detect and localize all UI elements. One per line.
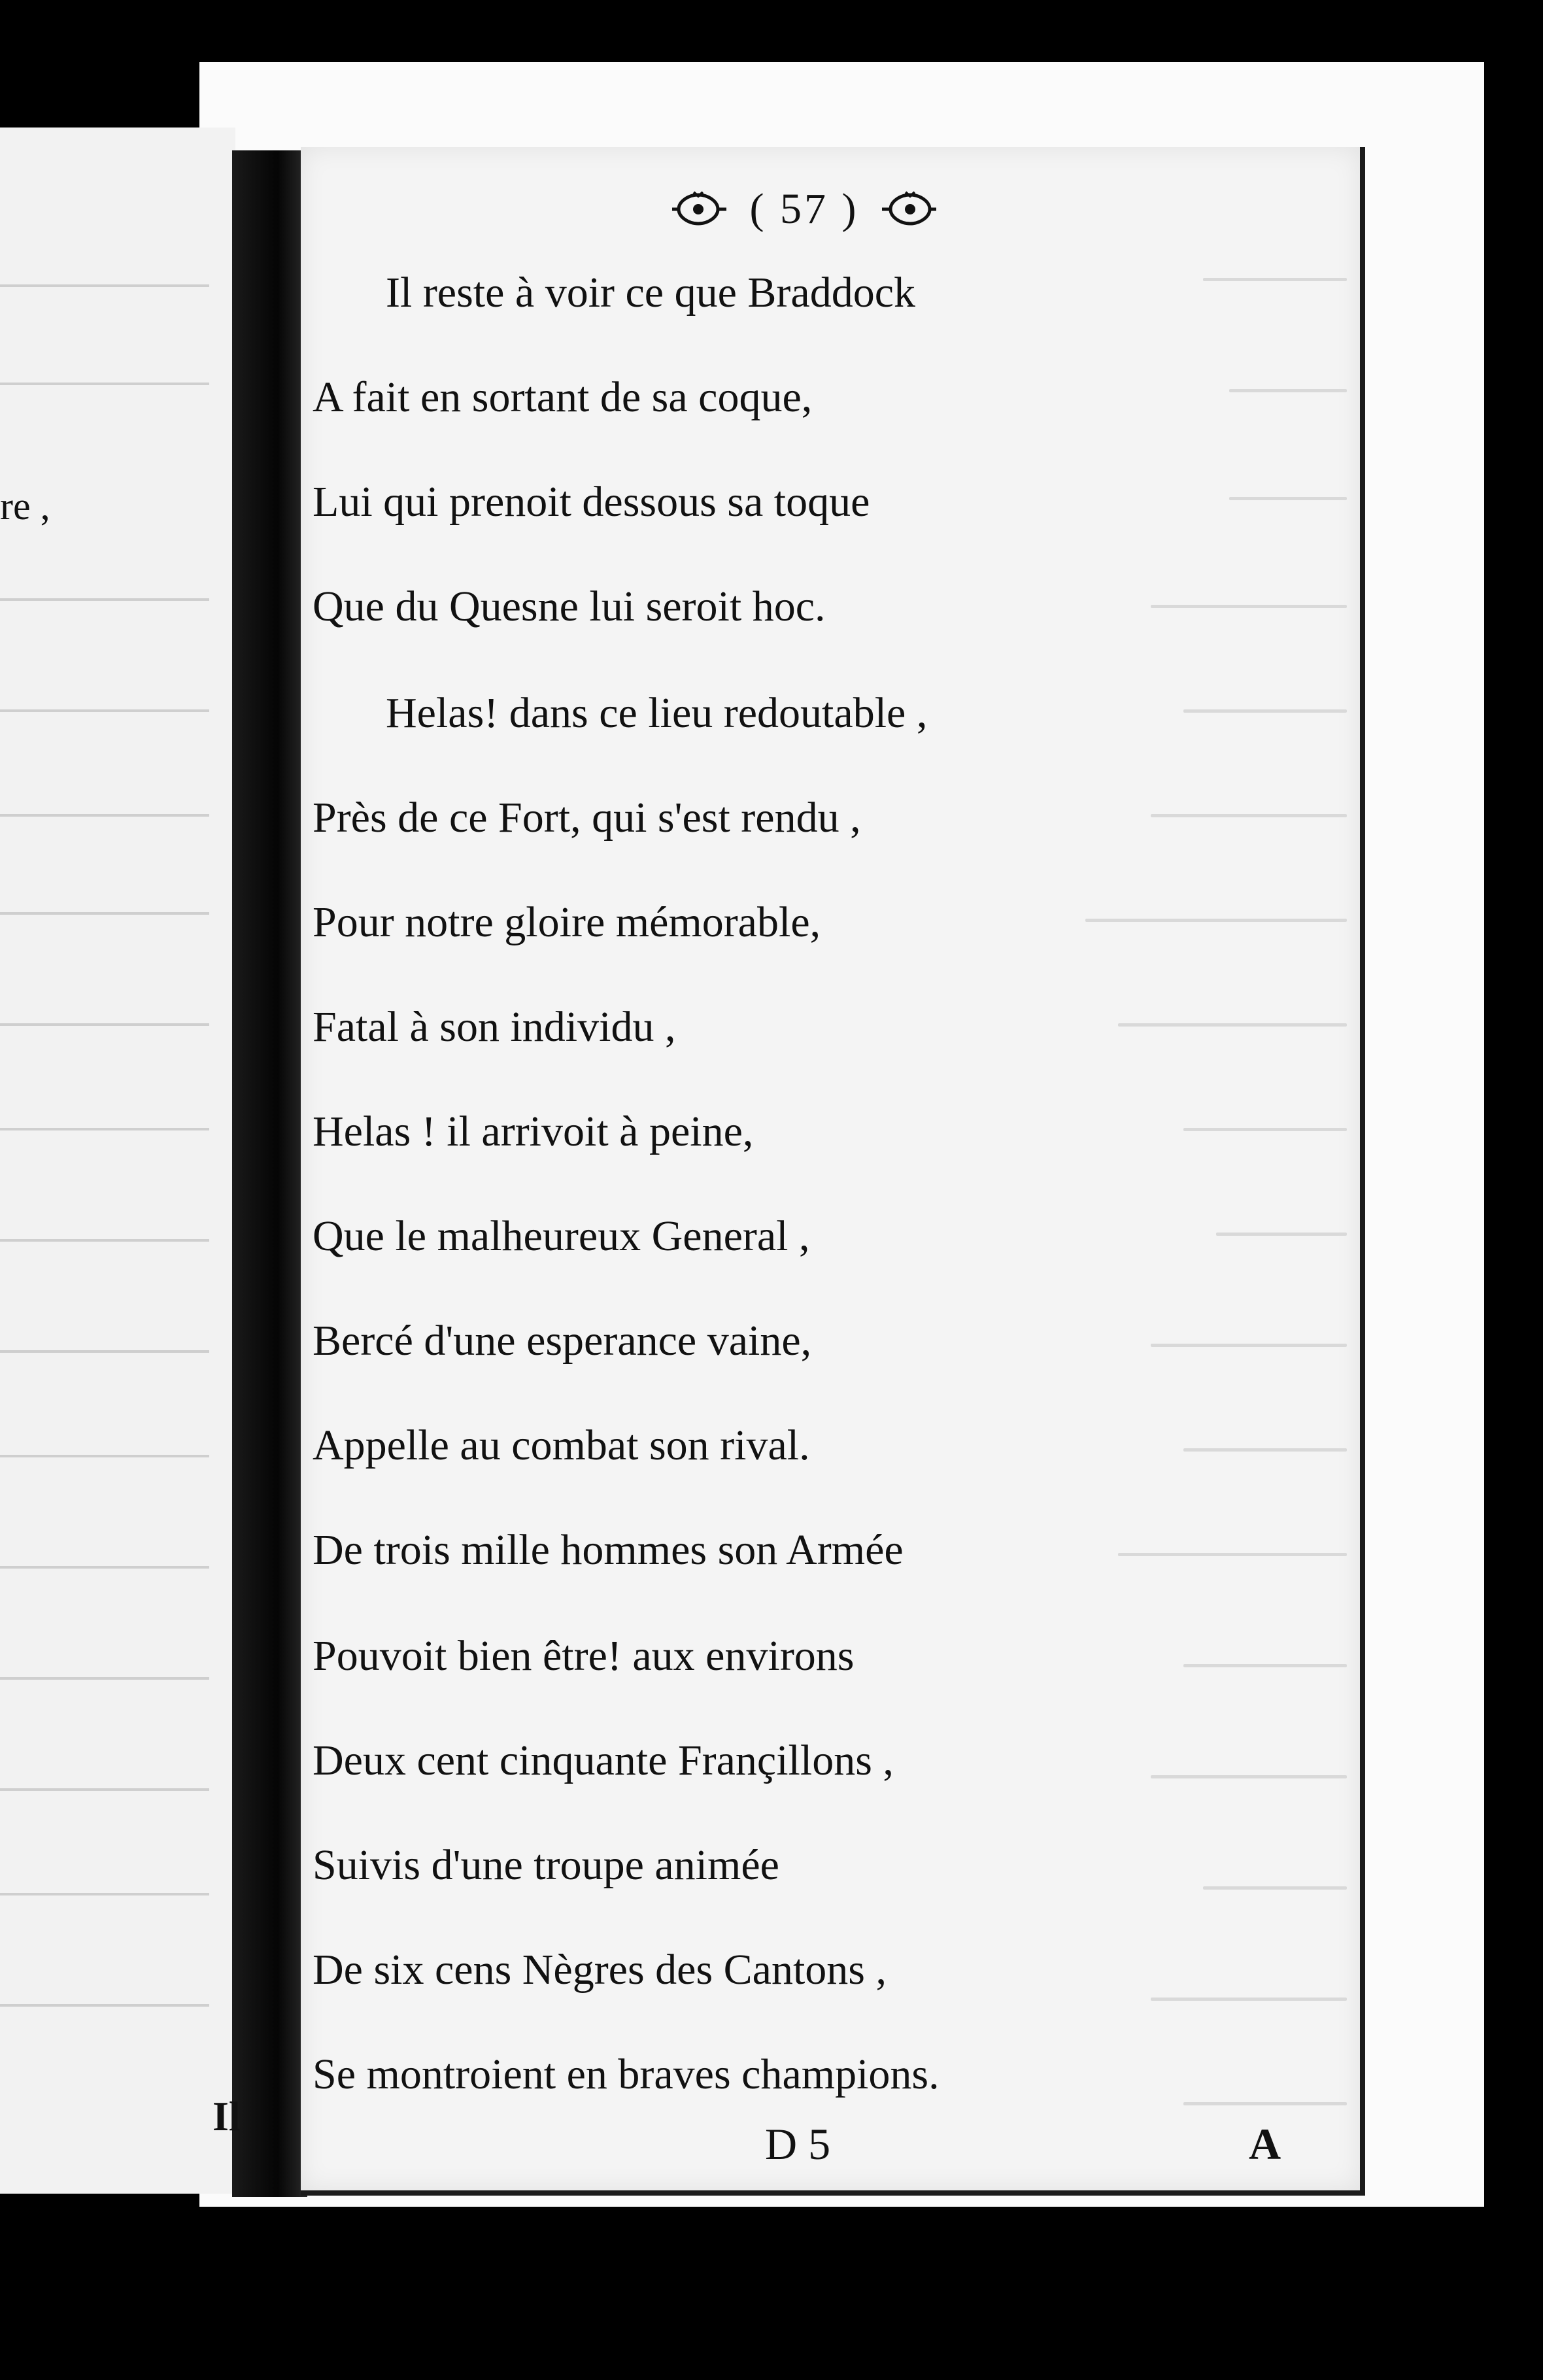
- show-through-line: [1183, 1128, 1347, 1131]
- show-through-line: [1151, 1344, 1347, 1347]
- verse-line: Que le malheureux General ,: [313, 1212, 810, 1260]
- show-through-line: [1118, 1553, 1347, 1556]
- previous-page-strip: [0, 128, 235, 2194]
- show-through-line: [0, 1350, 209, 1353]
- verse-line: Se montroient en braves champions.: [313, 2050, 940, 2098]
- show-through-line: [1203, 1886, 1347, 1890]
- show-through-line: [1118, 1023, 1347, 1027]
- verse-line: Helas ! il arrivoit à peine,: [313, 1108, 754, 1155]
- show-through-line: [1151, 814, 1347, 817]
- fleuron-ornament-icon: [669, 190, 728, 229]
- show-through-line: [0, 598, 209, 601]
- book-gutter: [232, 150, 307, 2197]
- show-through-line: [1151, 1998, 1347, 2001]
- verse-line: A fait en sortant de sa coque,: [313, 373, 813, 421]
- show-through-line: [0, 284, 209, 287]
- verse-line: Près de ce Fort, qui s'est rendu ,: [313, 794, 861, 842]
- show-through-line: [0, 1788, 209, 1791]
- show-through-line: [1229, 497, 1347, 500]
- verse-line: Appelle au combat son rival.: [313, 1421, 810, 1469]
- show-through-line: [1183, 2102, 1347, 2105]
- show-through-line: [1085, 919, 1347, 922]
- show-through-line: [1203, 278, 1347, 281]
- show-through-line: [0, 709, 209, 712]
- show-through-line: [1229, 389, 1347, 392]
- show-through-line: [1151, 605, 1347, 608]
- show-through-line: [1183, 709, 1347, 713]
- show-through-line: [0, 1566, 209, 1569]
- previous-page-fragment: re ,: [0, 484, 50, 528]
- show-through-line: [0, 1893, 209, 1896]
- running-header: [641, 180, 968, 239]
- show-through-line: [0, 912, 209, 915]
- verse-line: De trois mille hommes son Armée: [313, 1526, 904, 1574]
- show-through-line: [0, 1023, 209, 1026]
- previous-page-catchword: Il: [212, 2093, 241, 2139]
- fleuron-ornament-icon: [881, 190, 940, 229]
- show-through-line: [1183, 1448, 1347, 1452]
- show-through-line: [0, 1677, 209, 1680]
- show-through-line: [0, 1128, 209, 1130]
- show-through-line: [0, 1455, 209, 1457]
- verse-line: Pouvoit bien être! aux environs: [313, 1632, 855, 1680]
- signature-mark: D 5: [765, 2119, 831, 2169]
- verse-line: Lui qui prenoit dessous sa toque: [313, 478, 870, 526]
- verse-line: Que du Quesne lui seroit hoc.: [313, 583, 826, 630]
- show-through-line: [0, 2004, 209, 2007]
- show-through-line: [1216, 1232, 1347, 1236]
- verse-line: De six cens Nègres des Cantons ,: [313, 1946, 887, 1994]
- show-through-line: [0, 382, 209, 385]
- verse-line: Deux cent cinquante Françillons ,: [313, 1737, 894, 1784]
- page-number: ( 57 ): [749, 185, 859, 233]
- show-through-line: [1183, 1664, 1347, 1667]
- verse-line: Helas! dans ce lieu redoutable ,: [386, 689, 928, 737]
- verse-line: Fatal à son individu ,: [313, 1003, 676, 1051]
- verse-line: Bercé d'une esperance vaine,: [313, 1317, 812, 1365]
- verse-line: Pour notre gloire mémorable,: [313, 898, 821, 946]
- catchword: A: [1249, 2119, 1281, 2169]
- show-through-line: [0, 814, 209, 817]
- verse-line: Il reste à voir ce que Braddock: [386, 269, 915, 316]
- show-through-line: [0, 1239, 209, 1242]
- verse-line: Suivis d'une troupe animée: [313, 1841, 779, 1889]
- show-through-line: [1151, 1775, 1347, 1778]
